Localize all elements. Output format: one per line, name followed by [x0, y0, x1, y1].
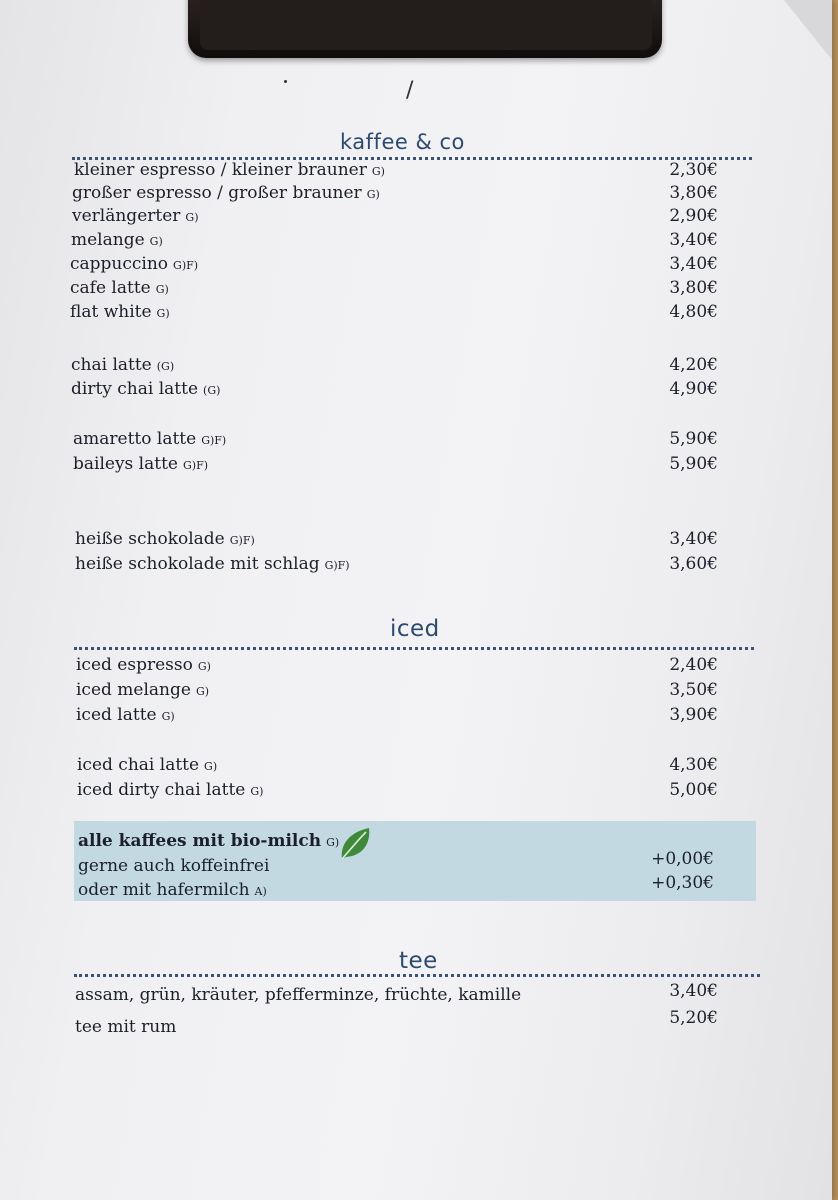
menu-item: baileys latte G)F) 5,90€: [73, 454, 718, 474]
menu-item: iced melange G) 3,50€: [76, 680, 718, 700]
menu-item: iced dirty chai latte G) 5,00€: [77, 780, 718, 800]
menu-item: melange G) 3,40€: [71, 230, 718, 250]
menu-item: kleiner espresso / kleiner brauner G) 2,30€: [74, 160, 718, 180]
clipboard-clip-inner: [200, 0, 652, 50]
section-title-kaffee: kaffee & co: [340, 130, 465, 154]
menu-item: iced espresso G) 2,40€: [76, 655, 718, 675]
section-title-iced: iced: [390, 616, 440, 642]
menu-item: chai latte (G) 4,20€: [71, 355, 718, 375]
menu-item: iced latte G) 3,90€: [76, 705, 718, 725]
section-title-tee: tee: [399, 948, 438, 974]
menu-item: flat white G) 4,80€: [70, 302, 718, 322]
menu-item: tee mit rum 5,20€: [75, 1008, 718, 1037]
note-price-oat-milk: +0,30€: [651, 873, 714, 893]
menu-item: heiße schokolade G)F) 3,40€: [75, 529, 718, 549]
note-line-decaf: gerne auch koffeinfrei: [78, 856, 270, 876]
menu-item: verlängerter G) 2,90€: [72, 206, 718, 226]
note-price-decaf: +0,00€: [651, 849, 714, 869]
menu-item: cafe latte G) 3,80€: [70, 278, 718, 298]
menu-item: cappuccino G)F) 3,40€: [70, 254, 718, 274]
menu-item: großer espresso / großer brauner G) 3,80€: [72, 183, 718, 203]
menu-item: iced chai latte G) 4,30€: [77, 755, 718, 775]
note-line-oat-milk: oder mit hafermilch A): [78, 880, 267, 900]
menu-item: heiße schokolade mit schlag G)F) 3,60€: [75, 554, 718, 574]
menu-item: dirty chai latte (G) 4,90€: [71, 379, 718, 399]
menu-item: amaretto latte G)F) 5,90€: [73, 429, 718, 449]
leaf-icon: [338, 826, 372, 862]
folded-corner: [784, 0, 832, 60]
section-rule-iced: [74, 647, 754, 650]
pen-slash: /: [406, 78, 414, 103]
note-line-bio-milk: alle kaffees mit bio-milch G): [78, 831, 340, 851]
menu-item: assam, grün, kräuter, pfefferminze, früchte, kamille 3,40€: [75, 981, 718, 1005]
section-rule-tee: [74, 974, 760, 977]
pen-dot: [284, 80, 287, 83]
